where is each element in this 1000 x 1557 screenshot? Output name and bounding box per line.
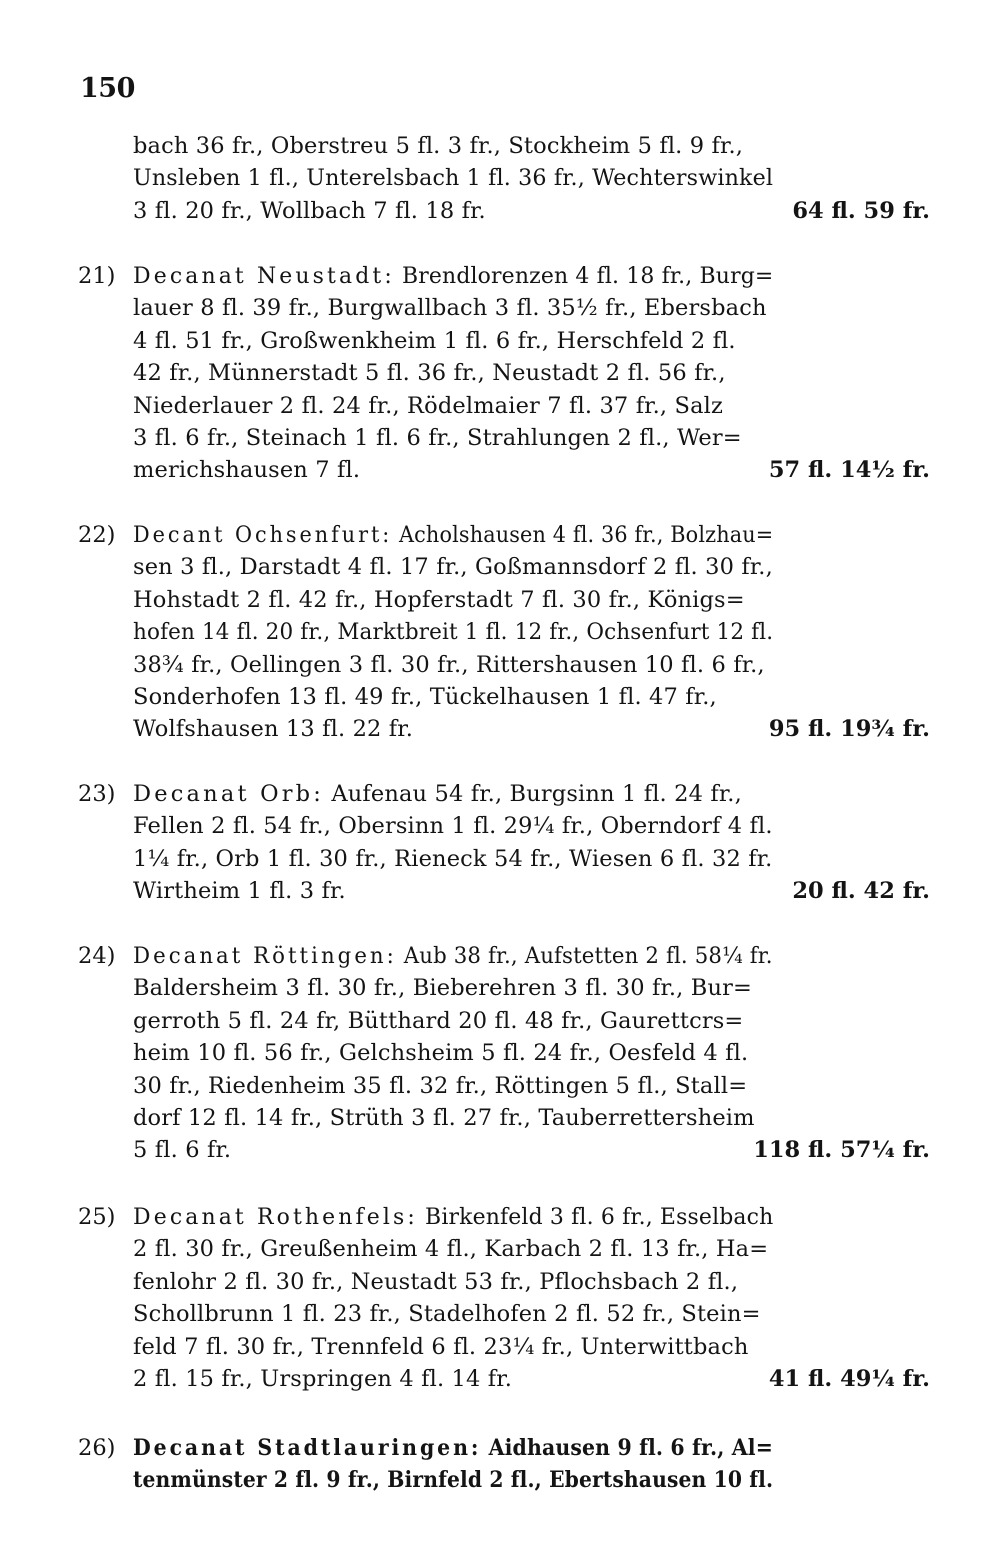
deanery-name: Decanat Rothenfels: xyxy=(133,1204,418,1230)
entry-line: 2 fl. 30 fr., Greußenheim 4 fl., Karbach 2 fl. 13 fr., Ha= xyxy=(133,1236,769,1263)
entry-total: 57 fl. 14½ fr. xyxy=(768,457,930,484)
entry-number: 25) xyxy=(78,1204,116,1230)
entry-text xyxy=(133,778,773,908)
deanery-name: Decanat Stadtlauringen: xyxy=(133,1435,482,1461)
entry-line: dorf 12 fl. 14 fr., Strüth 3 fl. 27 fr., Tauberrettersheim xyxy=(133,1104,755,1131)
entry-line: Wirtheim 1 fl. 3 fr. xyxy=(133,878,346,905)
entry-line: fenlohr 2 fl. 30 fr., Neustadt 53 fr., Pflochsbach 2 fl., xyxy=(133,1268,739,1295)
entry-line: Sonderhofen 13 fl. 49 fr., Tückelhausen 1 fl. 47 fr., xyxy=(133,683,717,710)
entry-line-rest: Brendlorenzen 4 fl. 18 fr., Burg= xyxy=(394,263,774,289)
deanery-name: Decanat Orb: xyxy=(133,781,325,807)
entry-number: 23) xyxy=(78,781,116,807)
entry-line: tenmünster 2 fl. 9 fr., Birnfeld 2 fl., Ebertshausen 10 fl. xyxy=(133,1467,774,1494)
entry-total: 64 fl. 59 fr. xyxy=(792,197,930,224)
entry-line: 5 fl. 6 fr. xyxy=(133,1137,232,1164)
entry-text xyxy=(133,1432,773,1497)
page-number: 150 xyxy=(80,73,135,104)
entry-total: 118 fl. 57¼ fr. xyxy=(753,1137,930,1164)
entry-line: 3 fl. 6 fr., Steinach 1 fl. 6 fr., Strahlungen 2 fl., Wer= xyxy=(133,424,742,451)
entry-text xyxy=(133,940,773,1167)
entry-line xyxy=(133,519,774,551)
entry-line: Wolfshausen 13 fl. 22 fr. xyxy=(133,716,414,743)
entry-line: Niederlauer 2 fl. 24 fr., Rödelmaier 7 fl. 37 fr., Salz xyxy=(133,392,723,419)
entry-line: sen 3 fl., Darstadt 4 fl. 17 fr., Goßmannsdorf 2 fl. 30 fr., xyxy=(133,554,773,581)
entry-line: Schollbrunn 1 fl. 23 fr., Stadelhofen 2 fl. 52 fr., Stein= xyxy=(133,1301,761,1328)
entry-line: merichshausen 7 fl. xyxy=(133,457,361,484)
entry-line: feld 7 fl. 30 fr., Trennfeld 6 fl. 23¼ fr., Unterwittbach xyxy=(133,1333,749,1360)
entry-text xyxy=(133,260,773,487)
deanery-name: Decant Ochsenfurt: xyxy=(133,522,393,548)
entry-total: 41 fl. 49¼ fr. xyxy=(768,1366,930,1392)
entry-line-rest: Acholshausen 4 fl. 36 fr., Bolzhau= xyxy=(392,522,774,548)
entry-line: 42 fr., Münnerstadt 5 fl. 36 fr., Neustadt 2 fl. 56 fr., xyxy=(133,360,726,387)
entry-number: 24) xyxy=(78,943,116,969)
entry-line: Baldersheim 3 fl. 30 fr., Bieberehren 3 fl. 30 fr., Bur= xyxy=(133,975,753,1002)
entry-line: Fellen 2 fl. 54 fr., Obersinn 1 fl. 29¼ fr., Oberndorf 4 fl. xyxy=(133,813,773,840)
entry-line-rest: Aufenau 54 fr., Burgsinn 1 fl. 24 fr., xyxy=(324,781,742,807)
entry-line: 38¾ fr., Oellingen 3 fl. 30 fr., Rittershausen 10 fl. 6 fr., xyxy=(133,651,765,678)
entry-text xyxy=(133,130,773,227)
entry-line: lauer 8 fl. 39 fr., Burgwallbach 3 fl. 35½ fr., Ebersbach xyxy=(133,295,767,322)
entry-line: Hohstadt 2 fl. 42 fr., Hopferstadt 7 fl. 30 fr., Königs= xyxy=(133,586,745,613)
entry-line xyxy=(133,1432,773,1464)
entry-line: hofen 14 fl. 20 fr., Marktbreit 1 fl. 12 fr., Ochsenfurt 12 fl. xyxy=(133,619,774,646)
entry-total: 20 fl. 42 fr. xyxy=(792,878,930,905)
entry-line: 2 fl. 15 fr., Urspringen 4 fl. 14 fr. xyxy=(133,1365,513,1392)
entry-text xyxy=(133,519,773,746)
entry-line xyxy=(133,778,773,810)
entry-line xyxy=(133,1201,774,1233)
entry-number: 22) xyxy=(78,522,116,548)
entry-line-rest: Aub 38 fr., Aufstetten 2 fl. 58¼ fr. xyxy=(396,943,773,969)
entry-line: heim 10 fl. 56 fr., Gelchsheim 5 fl. 24 fr., Oesfeld 4 fl. xyxy=(133,1040,749,1067)
deanery-name: Decanat Neustadt: xyxy=(133,263,395,289)
entry-line: 30 fr., Riedenheim 35 fl. 32 fr., Röttingen 5 fl., Stall= xyxy=(133,1072,748,1099)
entry-number: 21) xyxy=(78,263,116,289)
entry-line: 4 fl. 51 fr., Großwenkheim 1 fl. 6 fr., Herschfeld 2 fl. xyxy=(133,327,736,354)
entry-line xyxy=(133,260,774,292)
entry-total: 95 fl. 19¾ fr. xyxy=(768,716,930,743)
entry-line: Unsleben 1 fl., Unterelsbach 1 fl. 36 fr., Wechterswinkel xyxy=(133,165,774,192)
entry-line-rest: Birkenfeld 3 fl. 6 fr., Esselbach xyxy=(417,1204,774,1230)
entry-line-rest: Aidhausen 9 fl. 6 fr., Al= xyxy=(481,1435,773,1461)
entry-text xyxy=(133,1201,773,1395)
entry-line: 3 fl. 20 fr., Wollbach 7 fl. 18 fr. xyxy=(133,197,486,224)
entry-line xyxy=(133,940,773,972)
entry-line: gerroth 5 fl. 24 fr, Bütthard 20 fl. 48 fr., Gaurettcrs= xyxy=(133,1007,744,1034)
entry-line: bach 36 fr., Oberstreu 5 fl. 3 fr., Stockheim 5 fl. 9 fr., xyxy=(133,133,744,159)
entry-number: 26) xyxy=(78,1435,116,1461)
entry-line: 1¼ fr., Orb 1 fl. 30 fr., Rieneck 54 fr., Wiesen 6 fl. 32 fr. xyxy=(133,845,773,872)
deanery-name: Decanat Röttingen: xyxy=(133,943,397,969)
